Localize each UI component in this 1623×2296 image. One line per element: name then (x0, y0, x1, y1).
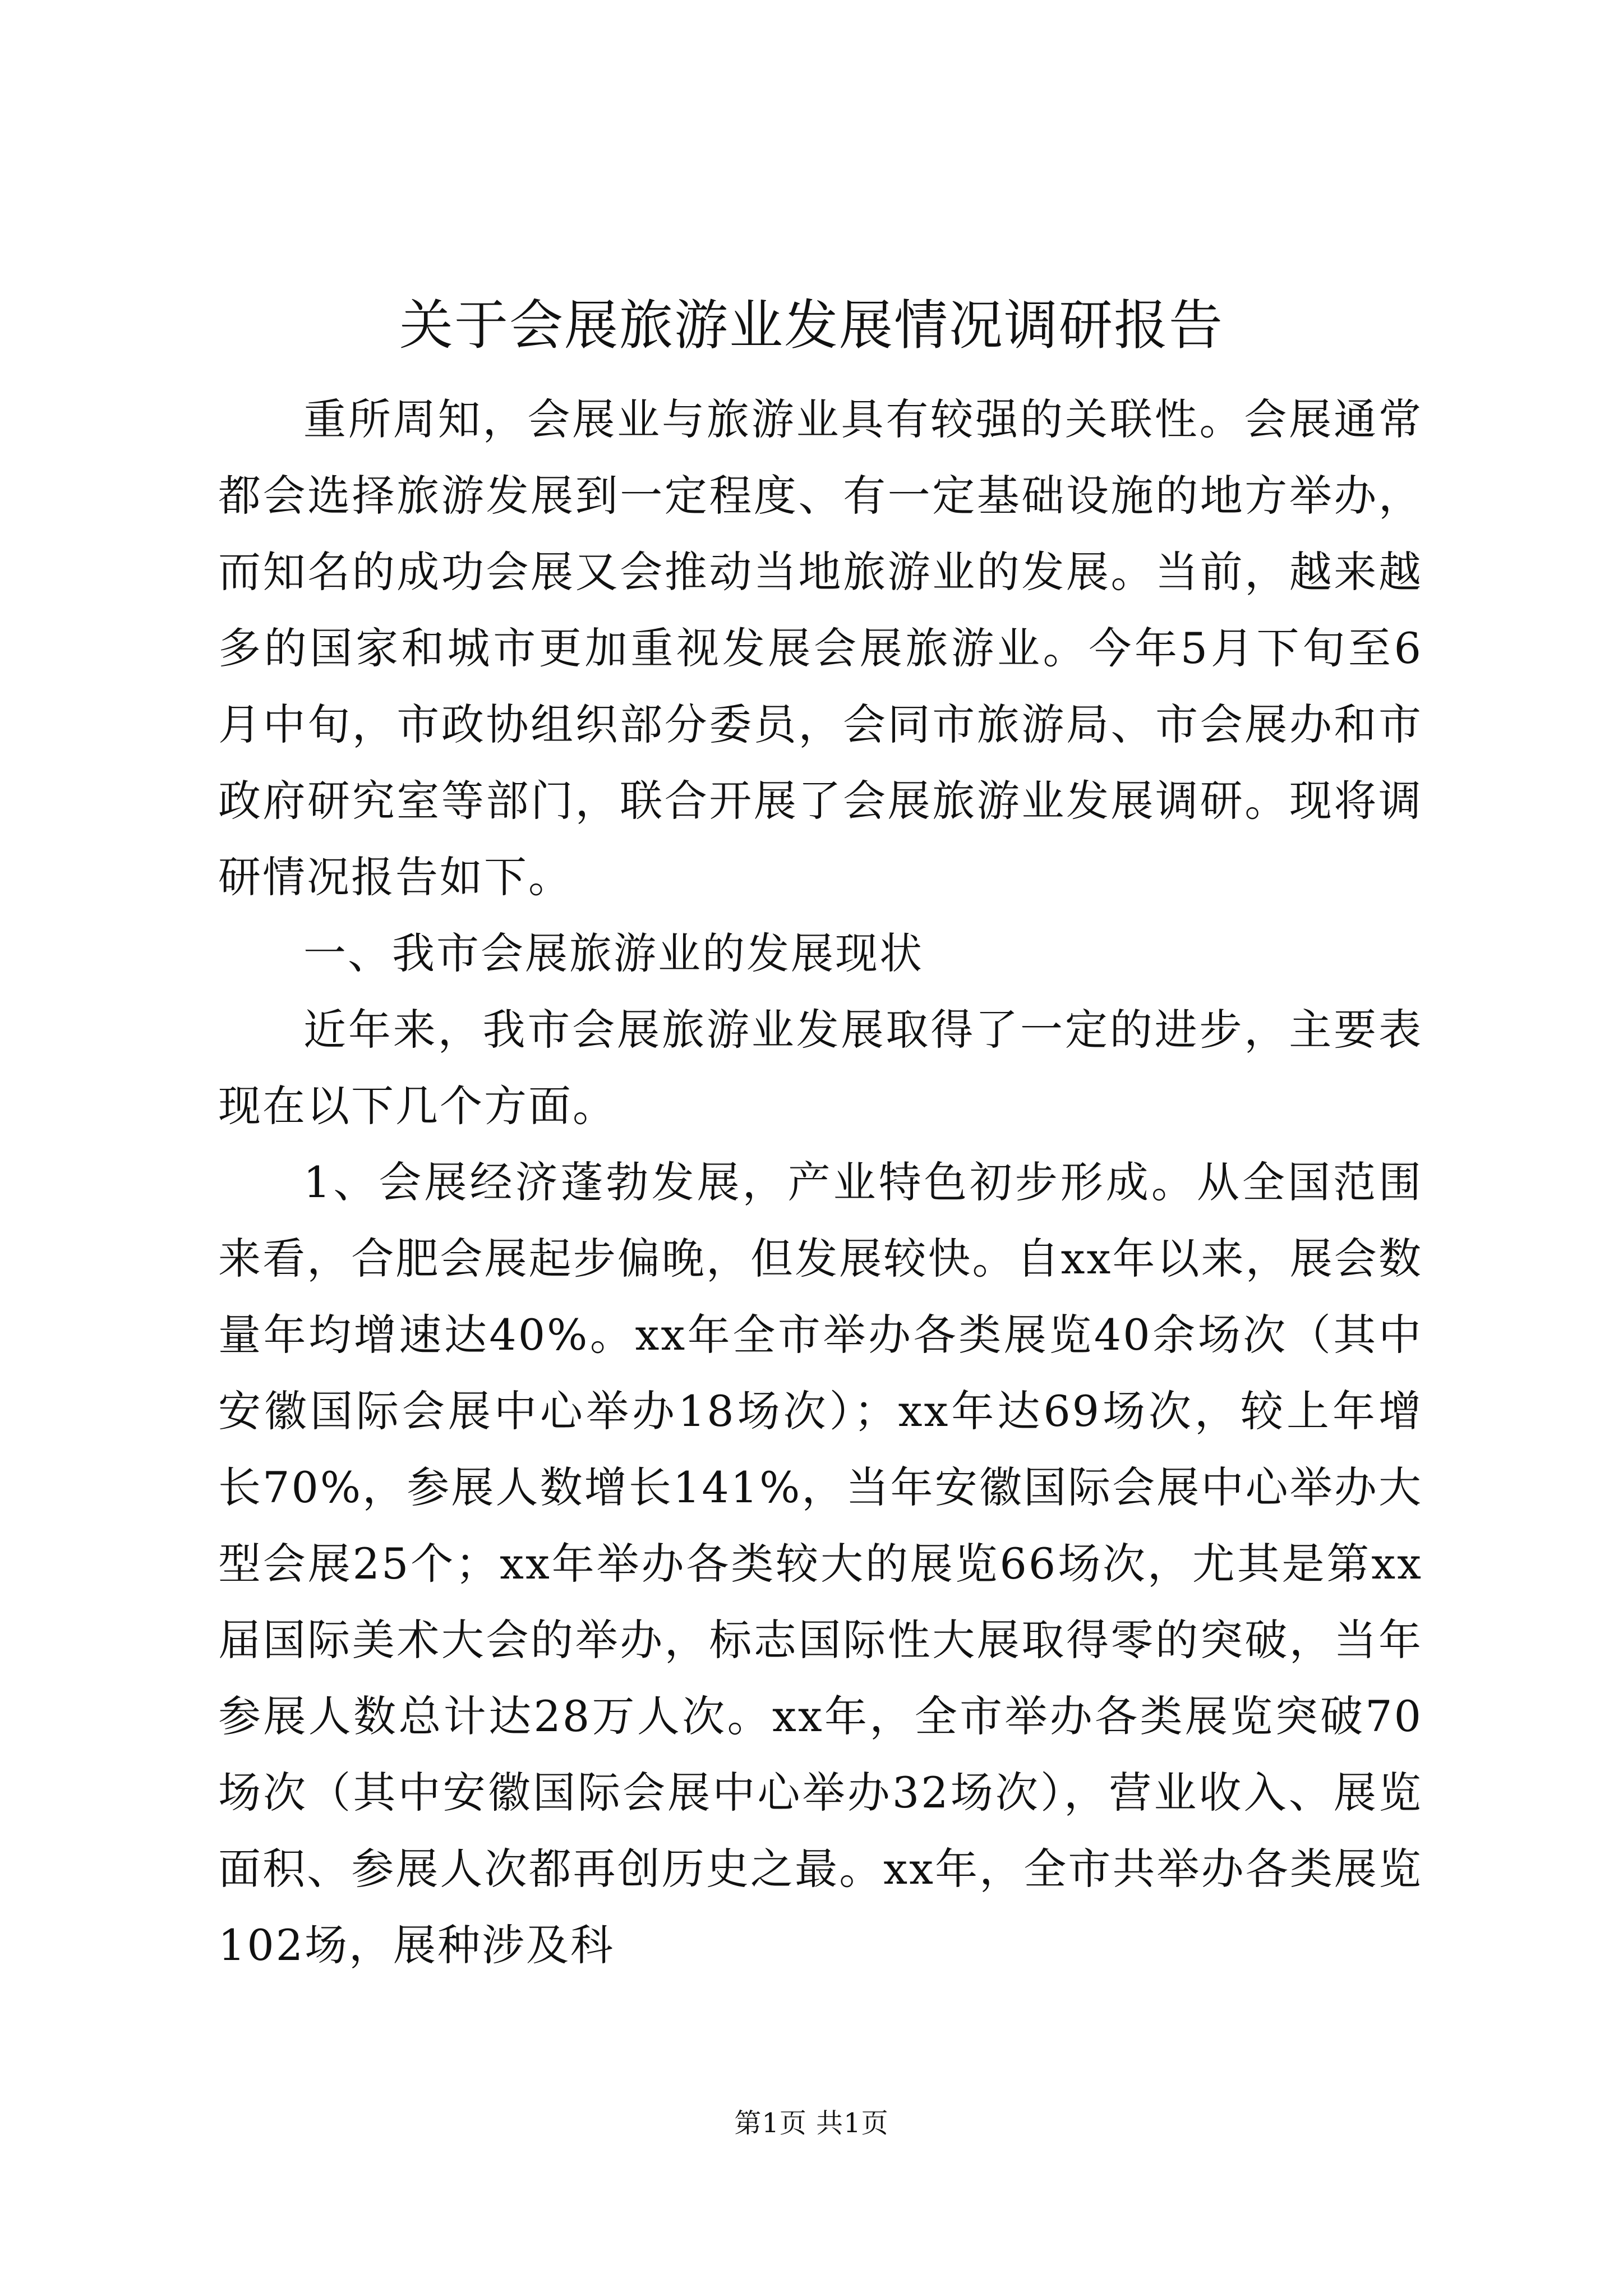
document-body (218, 381, 1423, 1984)
section-heading: 一、我市会展旅游业的发展现状 (303, 928, 924, 978)
document-title: 关于会展旅游业发展情况调研报告 (399, 294, 1224, 357)
intro-paragraph: 重所周知，会展业与旅游业具有较强的关联性。会展通常都会选择旅游发展到一定程度、有一定基础设施的地方举办，而知名的成功会展又会推动当地旅游业的发展。当前，越来越多的国家和城市更加重视发展会展旅游业。今年5月下旬至6月中旬，市政协组织部分委员，会同市旅游局、市会展办和市政府研究室等部门，联合开展了会展旅游业发展调研。现将调研情况报告如下。 (218, 394, 1423, 902)
section-intro-paragraph: 近年来，我市会展旅游业发展取得了一定的进步，主要表现在以下几个方面。 (218, 1005, 1423, 1131)
page-footer: 第1页 共1页 (734, 2108, 889, 2139)
item-1-paragraph: 1、会展经济蓬勃发展，产业特色初步形成。从全国范围来看，合肥会展起步偏晚，但发展较快。自xx年以来，展会数量年均增速达40%。xx年全市举办各类展览40余场次（其中安徽国际会展中心举办18场次）；xx年达69场次，较上年增长70%，参展人数增长141%，当年安徽国际会展中心举办大型会展25个；xx年举办各类较大的展览66场次，尤其是第xx届国际美术大会的举办，标志国际性大展取得零的突破，当年参展人数总计达28万人次。xx年，全市举办各类展览突破70场次（其中安徽国际会展中心举办32场次），营业收入、展览面积、参展人次都再创历史之最。xx年，全市共举办各类展览102场，展种涉及科 (218, 1157, 1423, 1970)
